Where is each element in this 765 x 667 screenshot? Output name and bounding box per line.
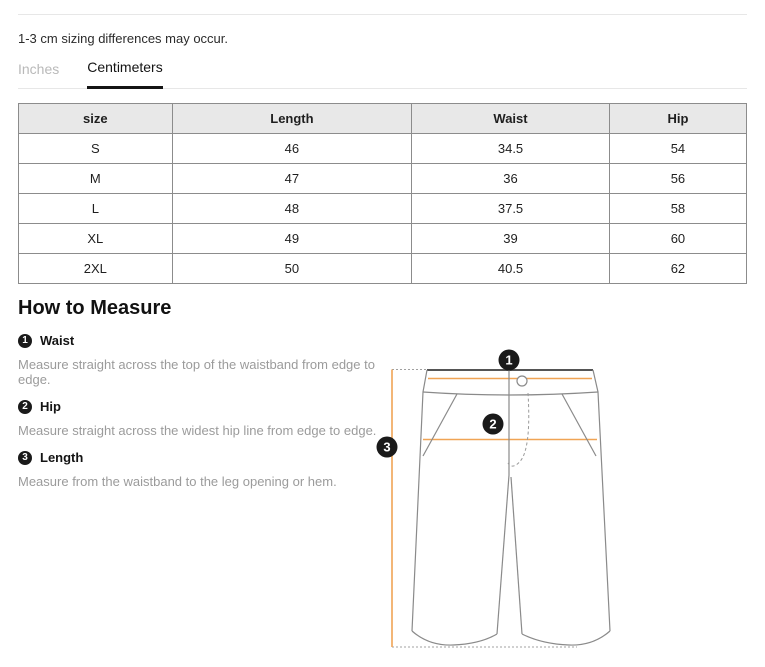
size-cell: S	[19, 134, 173, 164]
size-cell: 2XL	[19, 254, 173, 284]
measure-item-label-row	[18, 333, 378, 349]
top-divider	[18, 14, 747, 15]
hip-cell: 56	[609, 164, 746, 194]
length-cell: 46	[172, 134, 411, 164]
fly-stitch-line	[508, 393, 529, 466]
sizing-note: 1-3 cm sizing differences may occur.	[18, 31, 229, 46]
size-table-header	[19, 104, 747, 134]
measure-item-label-row	[18, 399, 378, 415]
col-header-size: size	[19, 104, 173, 134]
shorts-outline	[412, 370, 610, 645]
shorts-measurement-diagram	[374, 348, 622, 667]
col-header-waist: Waist	[412, 104, 610, 134]
length-cell: 49	[172, 224, 411, 254]
waist-cell: 36	[412, 164, 610, 194]
table-row	[19, 164, 747, 194]
size-cell: L	[19, 194, 173, 224]
hip-cell: 54	[609, 134, 746, 164]
measure-item-label-row	[18, 450, 378, 466]
size-table-body	[19, 134, 747, 284]
tab-inches[interactable]: Inches	[18, 61, 60, 77]
number-badge-1-icon: 1	[18, 334, 32, 348]
tab-centimeters[interactable]: Centimeters	[87, 55, 162, 89]
marker-1-number: 1	[505, 352, 513, 368]
left-leg-hem	[412, 631, 497, 645]
measure-item-description: Measure from the waistband to the leg opening or hem.	[18, 474, 337, 489]
measure-item-hip	[18, 399, 378, 438]
number-badge-3-icon: 3	[18, 451, 32, 465]
marker-1-waist	[499, 350, 520, 371]
waist-button-icon	[517, 376, 527, 386]
unit-tabs	[18, 55, 747, 89]
number-badge-2-icon: 2	[18, 400, 32, 414]
waist-cell: 39	[412, 224, 610, 254]
marker-3-length	[377, 437, 398, 458]
size-cell: XL	[19, 224, 173, 254]
hip-cell: 62	[609, 254, 746, 284]
marker-2-number: 2	[489, 416, 497, 432]
measure-item-label: Length	[40, 450, 84, 465]
right-pocket-line	[562, 394, 596, 456]
col-header-hip: Hip	[609, 104, 746, 134]
measure-item-label: Waist	[40, 333, 75, 348]
left-side-seam	[412, 370, 427, 631]
marker-2-hip	[483, 414, 504, 435]
table-row	[19, 224, 747, 254]
waist-cell: 34.5	[412, 134, 610, 164]
right-side-seam	[593, 370, 610, 631]
measure-item-label: Hip	[40, 399, 61, 414]
col-header-length: Length	[172, 104, 411, 134]
measure-instructions	[18, 333, 378, 489]
waistband-bottom-line	[423, 392, 598, 395]
hip-cell: 60	[609, 224, 746, 254]
table-row	[19, 254, 747, 284]
measure-item-length	[18, 450, 378, 489]
measure-item-description: Measure straight across the top of the waistband from edge to edge.	[18, 357, 375, 387]
length-cell: 47	[172, 164, 411, 194]
table-row	[19, 194, 747, 224]
waist-cell: 40.5	[412, 254, 610, 284]
marker-3-number: 3	[383, 439, 391, 455]
length-cell: 48	[172, 194, 411, 224]
measure-item-waist	[18, 333, 378, 387]
right-leg-hem	[522, 631, 610, 645]
hip-cell: 58	[609, 194, 746, 224]
waist-cell: 37.5	[412, 194, 610, 224]
size-table	[18, 103, 747, 284]
left-pocket-line	[423, 394, 457, 456]
measure-item-description: Measure straight across the widest hip line from edge to edge.	[18, 423, 377, 438]
left-inseam	[497, 475, 509, 634]
length-cell: 50	[172, 254, 411, 284]
right-inseam	[511, 477, 522, 634]
table-row	[19, 134, 747, 164]
size-cell: M	[19, 164, 173, 194]
how-to-measure-title: How to Measure	[18, 297, 172, 319]
table-header-row	[19, 104, 747, 134]
